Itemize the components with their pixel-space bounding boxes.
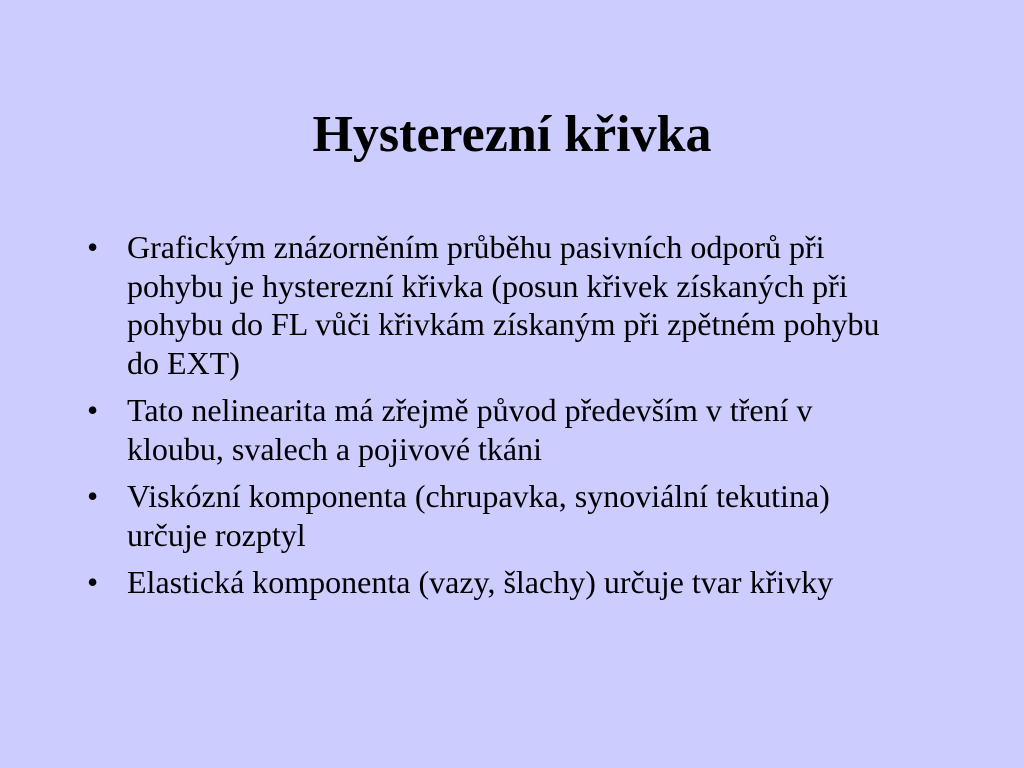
bullet-marker: • bbox=[87, 392, 99, 428]
bullet-marker: • bbox=[87, 478, 99, 514]
bullet-item bbox=[87, 477, 917, 554]
bullet-text: Viskózní komponenta (chrupavka, synoviální tekutina) určuje rozptyl bbox=[127, 478, 830, 553]
bullet-marker: • bbox=[87, 229, 99, 265]
slide-title: Hysterezní křivka bbox=[312, 106, 712, 163]
bullet-item bbox=[87, 228, 917, 382]
bullet-marker: • bbox=[87, 564, 99, 600]
bullet-item bbox=[87, 563, 917, 602]
bullet-text: Grafickým znázorněním průběhu pasivních odporů při pohybu je hysterezní křivka (posun křivek získaných při pohybu do FL vůči křivkám získaným při zpětném pohybu do EXT) bbox=[127, 229, 880, 381]
bullet-text: Tato nelinearita má zřejmě původ především v tření v kloubu, svalech a pojivové tkáni bbox=[127, 392, 813, 467]
bullet-item bbox=[87, 391, 917, 468]
bullet-list bbox=[87, 228, 917, 611]
bullet-text: Elastická komponenta (vazy, šlachy) určuje tvar křivky bbox=[127, 564, 834, 600]
